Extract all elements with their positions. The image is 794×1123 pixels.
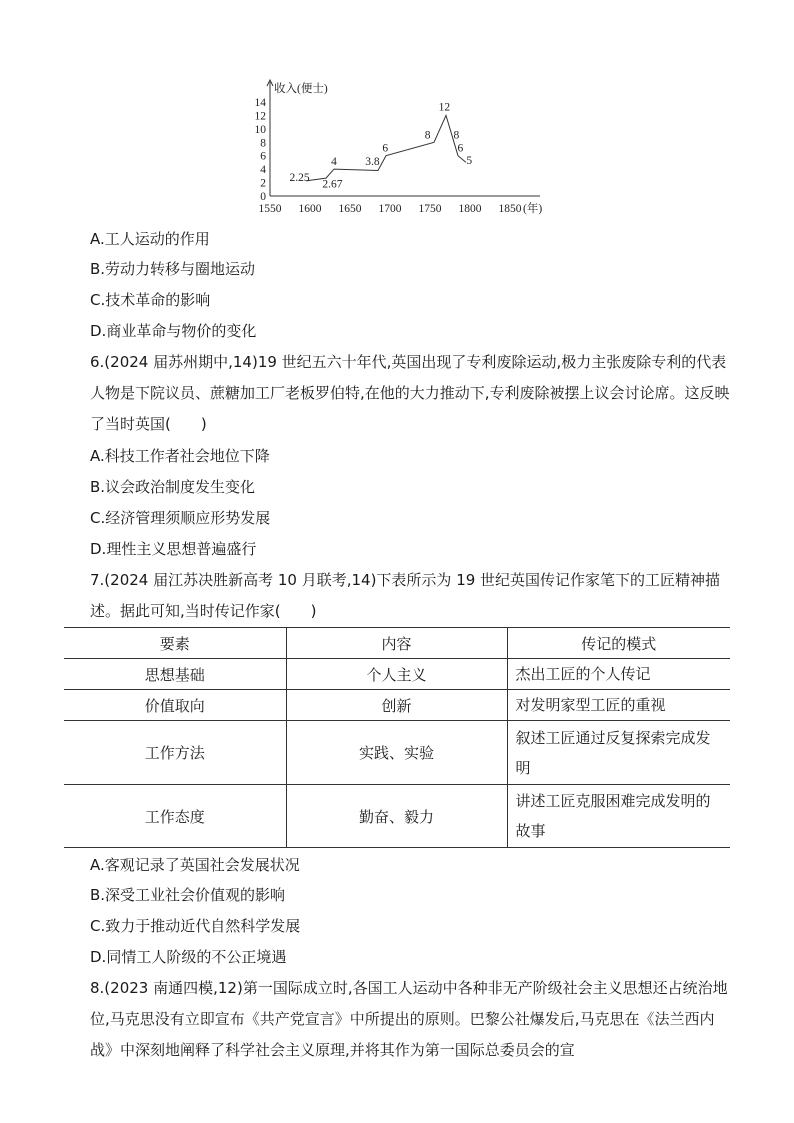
x-axis-label: (年) bbox=[523, 203, 543, 215]
data-label: 2.67 bbox=[322, 178, 343, 191]
y-tick-label: 12 bbox=[254, 110, 266, 123]
y-axis-label: 收入(便士) bbox=[274, 83, 328, 95]
table-row bbox=[64, 785, 730, 848]
table-cell: 价值取向 bbox=[64, 690, 286, 721]
table-cell: 勤奋、毅力 bbox=[286, 785, 507, 848]
y-tick-label: 4 bbox=[260, 164, 266, 177]
y-tick-label: 14 bbox=[254, 97, 266, 109]
data-label: 2.25 bbox=[289, 171, 310, 184]
q5-option-c[interactable]: C.技术革命的影响 bbox=[90, 291, 211, 309]
table-cell: 工作方法 bbox=[64, 721, 286, 785]
q7-option-c[interactable]: C.致力于推动近代自然科学发展 bbox=[90, 917, 301, 935]
table-cell: 实践、实验 bbox=[286, 721, 507, 785]
table-row bbox=[64, 690, 730, 721]
x-tick-label: 1700 bbox=[378, 203, 402, 215]
table-row bbox=[64, 721, 730, 785]
table-header: 要素 bbox=[64, 628, 286, 659]
q7-stem: 7.(2024 届江苏决胜新高考 10 月联考,14)下表所示为 19 世纪英国传记作家笔下的工匠精神描述。据此可知,当时传记作家( ) bbox=[90, 571, 721, 620]
q8-stem: 8.(2023 南通四模,12)第一国际成立时,各国工人运动中各种非无产阶级社会主义思想还占统治地位,马克思没有立即宣布《共产党宣言》中所提出的原则。巴黎公社爆发后,马克思在《法兰西内战》中深刻地阐释了科学社会主义原理,并将其作为第一国际总委员会的宣 bbox=[90, 979, 728, 1059]
q5-option-d[interactable]: D.商业革命与物价的变化 bbox=[90, 322, 257, 340]
table-cell: 创新 bbox=[286, 690, 507, 721]
q6-option-c[interactable]: C.经济管理须顺应形势发展 bbox=[90, 509, 271, 527]
q7-option-a[interactable]: A.客观记录了英国社会发展状况 bbox=[90, 856, 300, 874]
q6-option-a[interactable]: A.科技工作者社会地位下降 bbox=[90, 447, 270, 465]
y-tick-label: 10 bbox=[254, 123, 266, 136]
data-label: 12 bbox=[438, 101, 451, 114]
q5-option-a[interactable]: A.工人运动的作用 bbox=[90, 230, 210, 248]
y-tick-label: 6 bbox=[260, 150, 266, 163]
data-label: 6 bbox=[382, 142, 389, 155]
table-cell: 工作态度 bbox=[64, 785, 286, 848]
x-tick-label: 1550 bbox=[258, 203, 282, 215]
table-cell: 杰出工匠的个人传记 bbox=[507, 659, 730, 690]
x-tick-label: 1850 bbox=[498, 203, 522, 215]
q6-option-b[interactable]: B.议会政治制度发生变化 bbox=[90, 478, 256, 496]
q6-option-d[interactable]: D.理性主义思想普遍盛行 bbox=[90, 540, 257, 558]
table-row bbox=[64, 659, 730, 690]
data-label: 3.8 bbox=[365, 156, 380, 169]
data-label: 8 bbox=[453, 129, 460, 142]
table-cell: 思想基础 bbox=[64, 659, 286, 690]
x-tick-label: 1800 bbox=[458, 203, 482, 215]
data-label: 8 bbox=[424, 129, 431, 142]
data-label: 5 bbox=[466, 154, 473, 167]
table-cell: 对发明家型工匠的重视 bbox=[507, 690, 730, 721]
x-tick-label: 1600 bbox=[298, 203, 322, 215]
q5-option-b[interactable]: B.劳动力转移与圈地运动 bbox=[90, 260, 256, 278]
table-cell: 个人主义 bbox=[286, 659, 507, 690]
q7-option-d[interactable]: D.同情工人阶级的不公正境遇 bbox=[90, 948, 287, 966]
table-cell: 讲述工匠克服困难完成发明的故事 bbox=[507, 785, 730, 848]
x-tick-label: 1650 bbox=[338, 203, 362, 215]
data-label: 6 bbox=[457, 142, 464, 155]
table-cell: 叙述工匠通过反复探索完成发明 bbox=[507, 721, 730, 785]
income-line-chart bbox=[240, 74, 560, 220]
x-tick-label: 1750 bbox=[418, 203, 442, 215]
y-tick-label: 0 bbox=[260, 191, 266, 203]
table-header-row bbox=[64, 628, 730, 659]
y-tick-label: 8 bbox=[260, 137, 266, 150]
y-tick-label: 2 bbox=[260, 177, 266, 190]
table-header: 内容 bbox=[286, 628, 507, 659]
q6-stem: 6.(2024 届苏州期中,14)19 世纪五六十年代,英国出现了专利废除运动,极力主张废除专利的代表人物是下院议员、蔗糖加工厂老板罗伯特,在他的大力推动下,专利废除被摆上议会讨论席。这反映了当时英国( ) bbox=[90, 353, 730, 433]
q7-option-b[interactable]: B.深受工业社会价值观的影响 bbox=[90, 886, 286, 904]
table-header: 传记的模式 bbox=[507, 628, 730, 659]
craftsman-spirit-table bbox=[64, 627, 730, 848]
data-label: 4 bbox=[331, 156, 337, 169]
